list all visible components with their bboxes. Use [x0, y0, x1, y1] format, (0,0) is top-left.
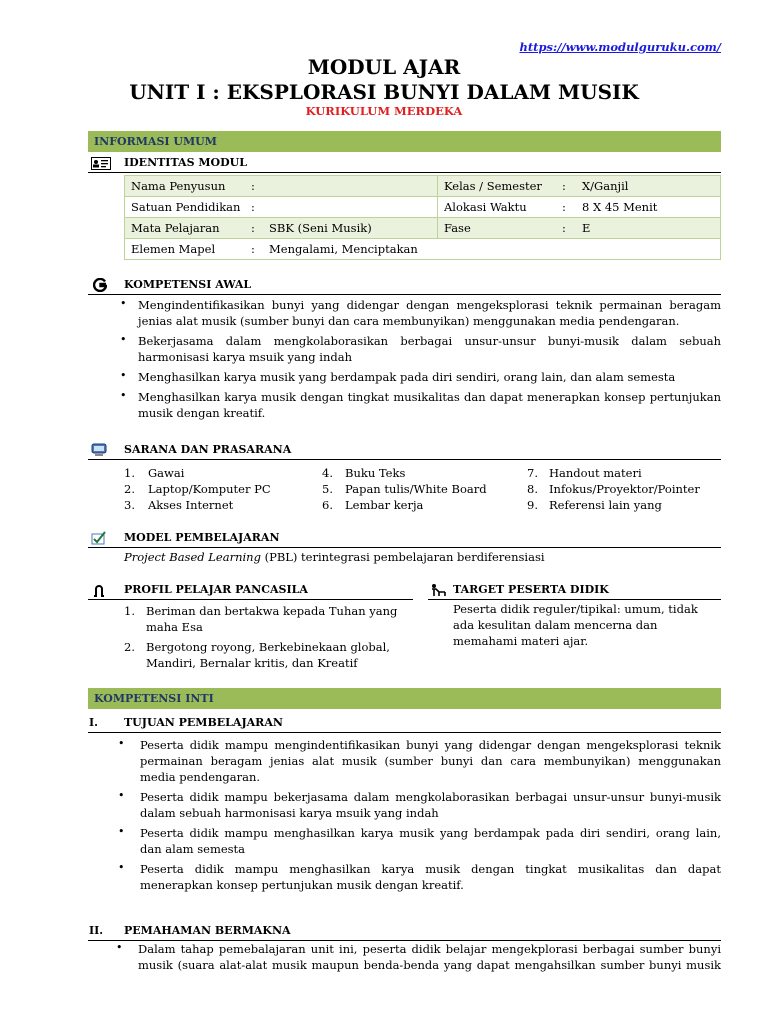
list-item — [122, 333, 721, 365]
section-bar-label: KOMPETENSI INTI — [94, 692, 214, 705]
list-item — [527, 481, 721, 497]
bullet-icon: • — [118, 789, 125, 802]
item-number: 4. — [322, 466, 333, 480]
item-line: menerapkan konsep pertunjukan musik dengan kreatif. — [140, 878, 464, 892]
item-line: dalam sebuah harmonisasi karya msuik yang indah — [140, 806, 439, 820]
item-number: 3. — [124, 498, 135, 512]
item-text: Lembar kerja — [345, 498, 424, 512]
g-logo-icon — [93, 277, 107, 291]
cell-label: Mata Pelajaran — [125, 218, 252, 239]
bullet-icon: • — [120, 333, 127, 346]
cell-colon: : — [562, 197, 576, 218]
item-line: Peserta didik mampu bekerjasama dalam mengkolaborasikan berbagai unsur-unsur bunyi-musik — [140, 790, 721, 804]
student-desk-icon — [430, 582, 446, 596]
profil-list — [124, 603, 410, 671]
cell-label: Alokasi Waktu — [438, 197, 563, 218]
item-text — [146, 603, 397, 635]
cell-colon: : — [251, 197, 263, 218]
section-bar-label: INFORMASI UMUM — [94, 135, 217, 148]
list-item — [122, 389, 721, 421]
table-row — [125, 239, 721, 260]
item-line: dan alam semesta — [140, 842, 246, 856]
item-text: Laptop/Komputer PC — [148, 482, 271, 496]
cell-colon: : — [562, 176, 576, 197]
checklist-icon — [91, 530, 110, 545]
item-text: Referensi lain yang — [549, 498, 662, 512]
list-item — [124, 603, 410, 635]
list-item — [322, 497, 522, 513]
cell-value: SBK (Seni Musik) — [263, 218, 438, 239]
bullet-icon: • — [120, 297, 127, 310]
identity-table — [124, 175, 721, 260]
divider — [88, 294, 721, 295]
bullet-icon: • — [120, 369, 127, 382]
list-item — [118, 861, 721, 893]
cell-value — [263, 197, 438, 218]
kompetensi-awal-heading: KOMPETENSI AWAL — [124, 278, 252, 291]
bullet-icon: • — [116, 941, 123, 954]
list-item — [124, 497, 314, 513]
cell-value: X/Ganjil — [576, 176, 721, 197]
divider — [88, 732, 721, 733]
item-line: Peserta didik mampu menghasilkan karya musik yang berdampak pada diri sendiri, orang lain, — [140, 826, 721, 840]
item-line: Bergotong royong, Berkebinekaan global, — [146, 640, 390, 654]
curriculum-subtitle: KURIKULUM MERDEKA — [305, 104, 463, 118]
bullet-icon: • — [120, 389, 127, 402]
bullet-icon: • — [118, 737, 125, 750]
id-card-icon — [91, 155, 111, 168]
item-text — [146, 639, 390, 671]
cell-label: Nama Penyusun — [125, 176, 252, 197]
item-number: 8. — [527, 482, 538, 496]
item-number: 7. — [527, 466, 538, 480]
item-line: Menghasilkan karya musik dengan tingkat musikalitas dan dapat menerapkan konsep pertunjukan — [138, 390, 721, 404]
eagle-icon — [93, 582, 105, 596]
target-line: memahami materi ajar. — [453, 634, 589, 648]
list-item — [118, 789, 721, 821]
item-line: maha Esa — [146, 620, 203, 634]
section-bar-informasi-umum — [88, 131, 721, 152]
cell-label: Elemen Mapel — [125, 239, 252, 260]
tujuan-heading: TUJUAN PEMBELAJARAN — [124, 716, 283, 729]
item-text: Akses Internet — [148, 498, 234, 512]
tujuan-number: I. — [89, 716, 98, 729]
target-line: Peserta didik reguler/tipikal: umum, tidak — [453, 602, 698, 616]
pemahaman-paragraph — [116, 941, 721, 973]
item-text: Gawai — [148, 466, 185, 480]
paragraph-line: musik (suara alat-alat musik maupun benda-benda yang dapat mengahsilkan sumber bunyi musik — [138, 958, 721, 972]
cell-colon: : — [251, 239, 263, 260]
list-item — [322, 465, 522, 481]
table-row — [125, 218, 721, 239]
tujuan-list — [118, 737, 721, 893]
item-text: Handout materi — [549, 466, 642, 480]
bullet-icon: • — [118, 861, 125, 874]
divider — [88, 459, 721, 460]
kompetensi-awal-list — [122, 297, 721, 421]
list-item — [527, 497, 721, 513]
model-name: Project Based Learning — [124, 550, 261, 564]
item-line: harmonisasi karya msuik yang indah — [138, 350, 352, 364]
cell-label: Fase — [438, 218, 563, 239]
cell-colon: : — [251, 176, 263, 197]
sarana-heading: SARANA DAN PRASARANA — [124, 443, 292, 456]
list-item — [122, 297, 721, 329]
item-number: 2. — [124, 640, 135, 654]
divider — [428, 599, 721, 600]
item-number: 2. — [124, 482, 135, 496]
list-item — [527, 465, 721, 481]
list-item — [124, 465, 314, 481]
paragraph-line: Dalam tahap pemebalajaran unit ini, peserta didik belajar mengekplorasi berbagai sumber bunyi — [138, 942, 721, 956]
item-line: Peserta didik mampu menghasilkan karya musik dengan tingkat musikalitas dan dapat — [140, 862, 721, 876]
unit-title: UNIT I : EKSPLORASI BUNYI DALAM MUSIK — [129, 80, 639, 104]
target-line: ada kesulitan dalam mencerna dan — [453, 618, 658, 632]
list-item — [118, 825, 721, 857]
item-line: jenias alat musik (sumber bunyi dan cara membunyikan) menggunakan media pendengaran. — [138, 314, 680, 328]
list-item — [124, 639, 410, 671]
item-line: Beriman dan bertakwa kepada Tuhan yang — [146, 604, 398, 618]
item-number: 1. — [124, 604, 135, 618]
divider — [88, 547, 721, 548]
item-line: Mengindentifikasikan bunyi yang didengar dengan mengeksplorasi teknik permainan beragam — [138, 298, 721, 312]
item-line: Bekerjasama dalam mengkolaborasikan berbagai unsur-unsur bunyi-musik dalam sebuah — [138, 334, 721, 348]
profil-heading: PROFIL PELAJAR PANCASILA — [124, 583, 308, 596]
section-bar-kompetensi-inti — [88, 688, 721, 709]
divider — [88, 172, 721, 173]
cell-label: Satuan Pendidikan — [125, 197, 252, 218]
item-number: 6. — [322, 498, 333, 512]
item-number: 5. — [322, 482, 333, 496]
model-heading: MODEL PEMBELAJARAN — [124, 531, 280, 544]
item-text: Buku Teks — [345, 466, 406, 480]
cell-colon: : — [562, 218, 576, 239]
cell-label: Kelas / Semester — [438, 176, 563, 197]
table-row — [125, 197, 721, 218]
bullet-icon: • — [118, 825, 125, 838]
sarana-column-3 — [527, 465, 721, 513]
sarana-column-1 — [124, 465, 314, 513]
list-item — [118, 737, 721, 785]
item-line: Mandiri, Bernalar kritis, dan Kreatif — [146, 656, 358, 670]
target-description — [453, 601, 721, 649]
item-number: 9. — [527, 498, 538, 512]
pemahaman-number: II. — [89, 924, 104, 937]
sarana-column-2 — [322, 465, 522, 513]
cell-colon: : — [251, 218, 263, 239]
item-text: Infokus/Proyektor/Pointer — [549, 482, 700, 496]
item-number: 1. — [124, 466, 135, 480]
target-heading: TARGET PESERTA DIDIK — [453, 583, 609, 596]
item-line: permainan beragam jenias alat musik (sumber bunyi dan cara membunyikan) menggunakan — [140, 754, 721, 768]
list-item — [124, 481, 314, 497]
item-line: media pendengaran. — [140, 770, 261, 784]
source-url-link[interactable]: https://www.modulguruku.com/ — [519, 40, 721, 54]
cell-value: 8 X 45 Menit — [576, 197, 721, 218]
cell-value: E — [576, 218, 721, 239]
divider — [88, 599, 413, 600]
cell-value — [263, 176, 438, 197]
computer-icon — [91, 442, 107, 456]
table-row — [125, 176, 721, 197]
item-line: Menghasilkan karya musik yang berdampak pada diri sendiri, orang lain, dan alam semesta — [138, 370, 676, 384]
model-rest: (PBL) terintegrasi pembelajaran berdiferensiasi — [260, 550, 545, 564]
pemahaman-heading: PEMAHAMAN BERMAKNA — [124, 924, 291, 937]
module-title: MODUL AJAR — [307, 55, 461, 79]
model-description — [124, 549, 545, 565]
item-line: Peserta didik mampu mengindentifikasikan bunyi yang didengar dengan mengeksplorasi teknik — [140, 738, 721, 752]
cell-value: Mengalami, Menciptakan — [263, 239, 721, 260]
item-text: Papan tulis/White Board — [345, 482, 487, 496]
list-item — [322, 481, 522, 497]
item-line: musik dengan kreatif. — [138, 406, 266, 420]
list-item — [122, 369, 721, 385]
identitas-heading: IDENTITAS MODUL — [124, 156, 247, 169]
